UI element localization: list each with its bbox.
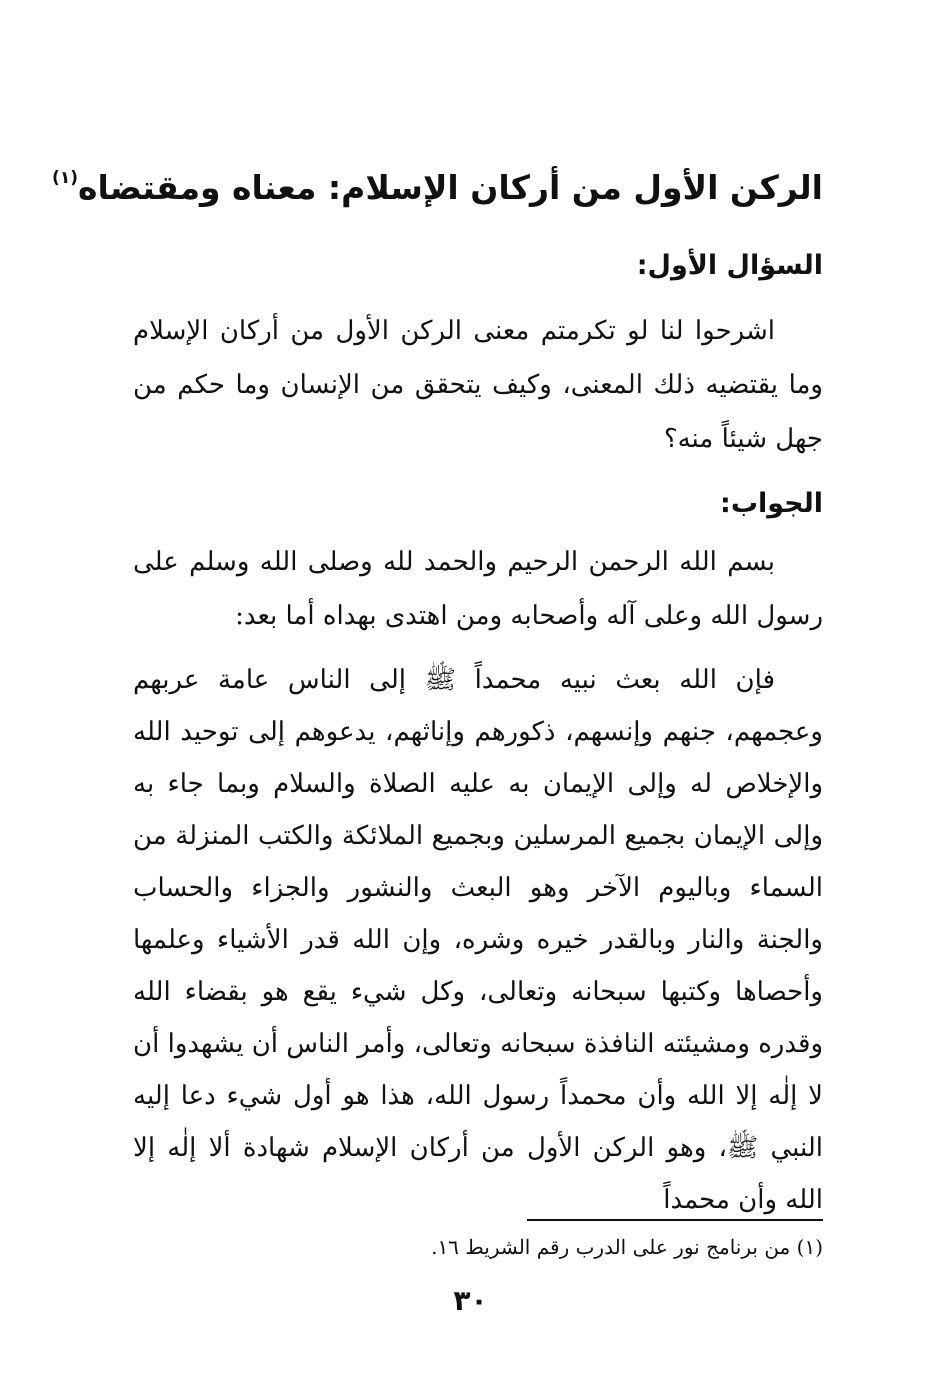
answer-body: فإن الله بعث نبيه محمداً ﷺ إلى الناس عامة عربهم وعجمهم، جنهم وإنسهم، ذكورهم وإناثهم، يدعوهم إلى توحيد الله والإخلاص له وإلى الإيمان به عليه الصلاة والسلام وبما جاء به وإلى الإيمان بجميع المرسلين وبجميع الملائكة والكتب المنزلة من السماء وباليوم الآخر وهو البعث والنشور والجزاء والحساب والجنة والنار وبالقدر خيره وشره، وإن الله قدر الأشياء وعلمها وأحصاها وكتبها سبحانه وتعالى، وكل شيء يقع هو بقضاء الله وقدره ومشيئته النافذة سبحانه وتعالى، وأمر الناس أن يشهدوا أن لا إلٰه إلا الله وأن محمداً رسول الله، هذا هو أول شيء دعا إليه النبي ﷺ، وهو الركن الأول من أركان الإسلام شهادة ألا إلٰه إلا الله وأن محمداً [133, 665, 823, 1215]
page-title-text: الركن الأول من أركان الإسلام: معناه ومقتضاه [78, 168, 823, 207]
question-text: اشرحوا لنا لو تكرمتم معنى الركن الأول من أركان الإسلام وما يقتضيه ذلك المعنى، وكيف يتحقق من الإنسان وما حكم من جهل شيئاً منه؟ [133, 316, 823, 454]
answer-intro: بسم الله الرحمن الرحيم والحمد لله وصلى الله وسلم على رسول الله وعلى آله وأصحابه ومن اهتدى بهداه أما بعد: [133, 547, 823, 631]
page-number: ٣٠ [453, 1284, 488, 1317]
question-heading: السؤال الأول: [636, 250, 823, 281]
footnote-marker: (١) [52, 168, 78, 188]
answer-heading: الجواب: [720, 488, 823, 519]
footnote: (١) من برنامج نور على الدرب رقم الشريط ١٦. [431, 1235, 823, 1259]
page-title [52, 148, 823, 218]
footnote-divider [527, 1219, 823, 1221]
